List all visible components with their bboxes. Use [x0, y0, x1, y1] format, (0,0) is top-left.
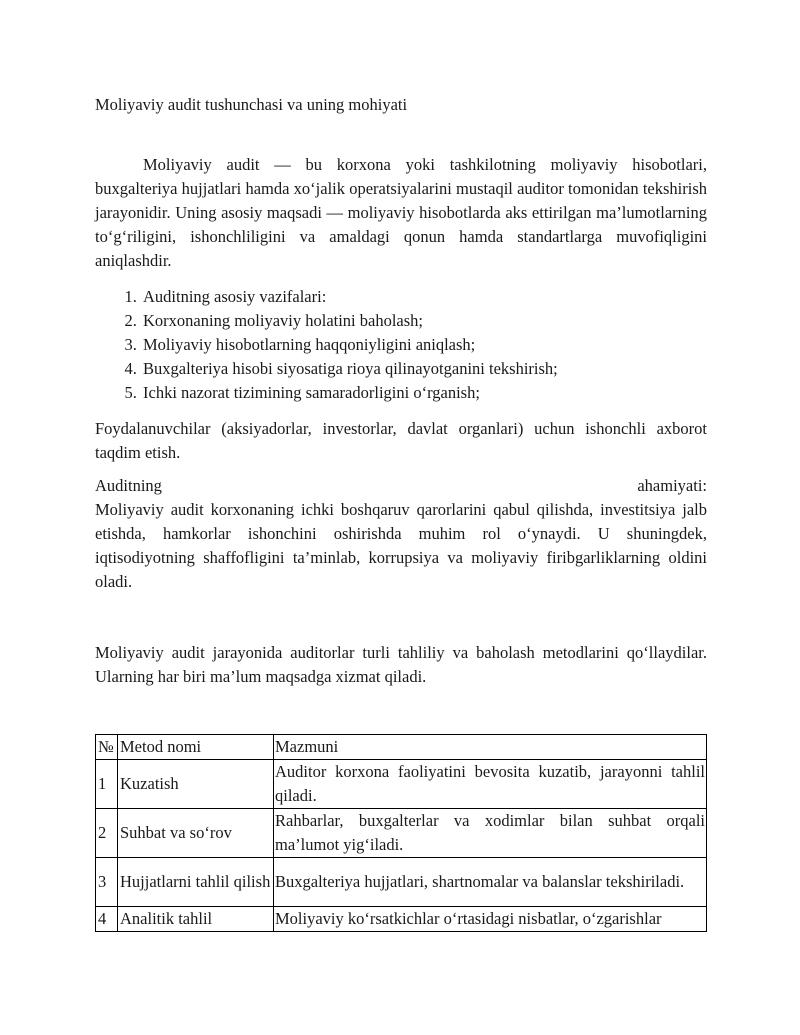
header-content: Mazmuni	[274, 735, 707, 760]
methods-intro-paragraph: Moliyaviy audit jarayonida auditorlar turli tahliliy va baholash metodlarini qo‘llaydilar. Ularning har biri ma’lum maqsadga xizmat qiladi.	[95, 643, 707, 686]
importance-heading-right: ahamiyati:	[637, 476, 707, 495]
table-row	[96, 760, 707, 809]
intro-paragraph: Moliyaviy audit — bu korxona yoki tashkilotning moliyaviy hisobotlari, buxgalteriya hujjatlari hamda xo‘jalik operatsiyalarini mustaqil auditor tomonidan tekshirish jarayonidir. Uning asosiy maqsadi — moliyaviy hisobotlarda aks ettirilgan ma’lumotlarning to‘g‘riligini, ishonchliligini va amaldagi qonun hamda standartlarga muvofiqligini aniqlashdir.	[95, 155, 707, 270]
cell-number: 1	[96, 760, 118, 809]
table-row	[96, 809, 707, 858]
cell-method-name: Kuzatish	[118, 760, 274, 809]
list-item: 5. Ichki nazorat tizimining samaradorligini o‘rganish;	[141, 381, 707, 405]
users-paragraph: Foydalanuvchilar (aksiyadorlar, investorlar, davlat organlari) uchun ishonchli axborot taqdim etish.	[95, 419, 707, 462]
table-header-row	[96, 735, 707, 760]
list-item: 1. Auditning asosiy vazifalari:	[141, 285, 707, 309]
document-title: Moliyaviy audit tushunchasi va uning mohiyati	[95, 95, 408, 114]
list-item: 4. Buxgalteriya hisobi siyosatiga rioya qilinayotganini tekshirish;	[141, 357, 707, 381]
importance-paragraph: Moliyaviy audit korxonaning ichki boshqaruv qarorlarini qabul qilishda, investitsiya jalb etishda, hamkorlar ishonchini oshirishda muhim rol o‘ynaydi. U shuningdek, iqtisodiyotning shaffofligini ta’minlab, korrupsiya va moliyaviy firibgarliklarning oldini oladi.	[95, 500, 707, 591]
cell-content: Rahbarlar, buxgalterlar va xodimlar bilan suhbat orqali ma’lumot yig‘iladi.	[274, 809, 707, 858]
header-number: №	[96, 735, 118, 760]
methods-table	[95, 734, 707, 932]
importance-section	[95, 474, 707, 594]
table-row	[96, 907, 707, 932]
table-row	[96, 858, 707, 907]
cell-content: Auditor korxona faoliyatini bevosita kuzatib, jarayonni tahlil qiladi.	[274, 760, 707, 809]
list-item: 2. Korxonaning moliyaviy holatini baholash;	[141, 309, 707, 333]
cell-content: Moliyaviy ko‘rsatkichlar o‘rtasidagi nisbatlar, o‘zgarishlar	[274, 907, 707, 932]
cell-method-name: Hujjatlarni tahlil qilish	[118, 858, 274, 907]
cell-content: Buxgalteriya hujjatlari, shartnomalar va balanslar tekshiriladi.	[274, 858, 707, 907]
cell-number: 4	[96, 907, 118, 932]
cell-method-name: Analitik tahlil	[118, 907, 274, 932]
cell-number: 2	[96, 809, 118, 858]
header-method-name: Metod nomi	[118, 735, 274, 760]
tasks-list	[95, 285, 707, 405]
cell-method-name: Suhbat va so‘rov	[118, 809, 274, 858]
cell-number: 3	[96, 858, 118, 907]
importance-heading-left: Auditning	[95, 476, 162, 495]
list-item: 3. Moliyaviy hisobotlarning haqqoniyligini aniqlash;	[141, 333, 707, 357]
